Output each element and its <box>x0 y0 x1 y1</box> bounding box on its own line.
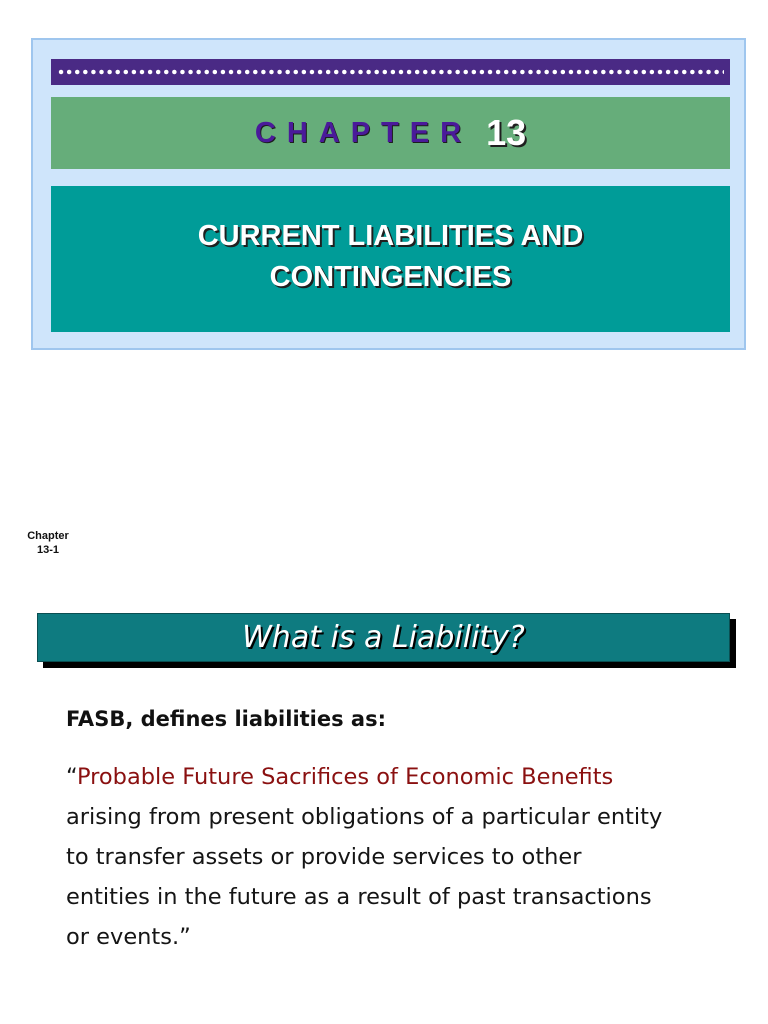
quote-line-2: arising from present obligations of a particular entity <box>66 804 663 830</box>
chapter-heading-band <box>51 97 730 169</box>
chapter-title-band <box>51 186 730 332</box>
quote-emphasis: Probable Future Sacrifices of Economic Benefits <box>76 764 614 790</box>
quote-open-mark: “ <box>66 764 77 790</box>
quote-line-5: or events.” <box>66 924 191 950</box>
quote-line-3: to transfer assets or provide services to other <box>66 844 582 870</box>
banner-title: What is a Liability? <box>242 620 525 655</box>
dot-pattern <box>57 69 724 75</box>
chapter-label: CHAPTER <box>254 116 473 149</box>
quote-line-1 <box>66 757 756 797</box>
slide-number <box>18 529 78 557</box>
chapter-number: 13 <box>486 112 527 153</box>
quote-line-4: entities in the future as a result of past transactions <box>66 884 652 910</box>
definition-intro: FASB, defines liabilities as: <box>66 707 387 731</box>
dotted-decoration-bar <box>51 59 730 85</box>
question-banner <box>37 613 730 662</box>
slide-number-line-1: Chapter <box>27 530 69 542</box>
chapter-title-line-2: CONTINGENCIES <box>269 261 512 293</box>
slide-number-line-2: 13-1 <box>36 544 60 556</box>
chapter-title-line-1: CURRENT LIABILITIES AND <box>197 220 584 252</box>
definition-quote <box>66 757 756 957</box>
chapter-title <box>198 216 584 298</box>
